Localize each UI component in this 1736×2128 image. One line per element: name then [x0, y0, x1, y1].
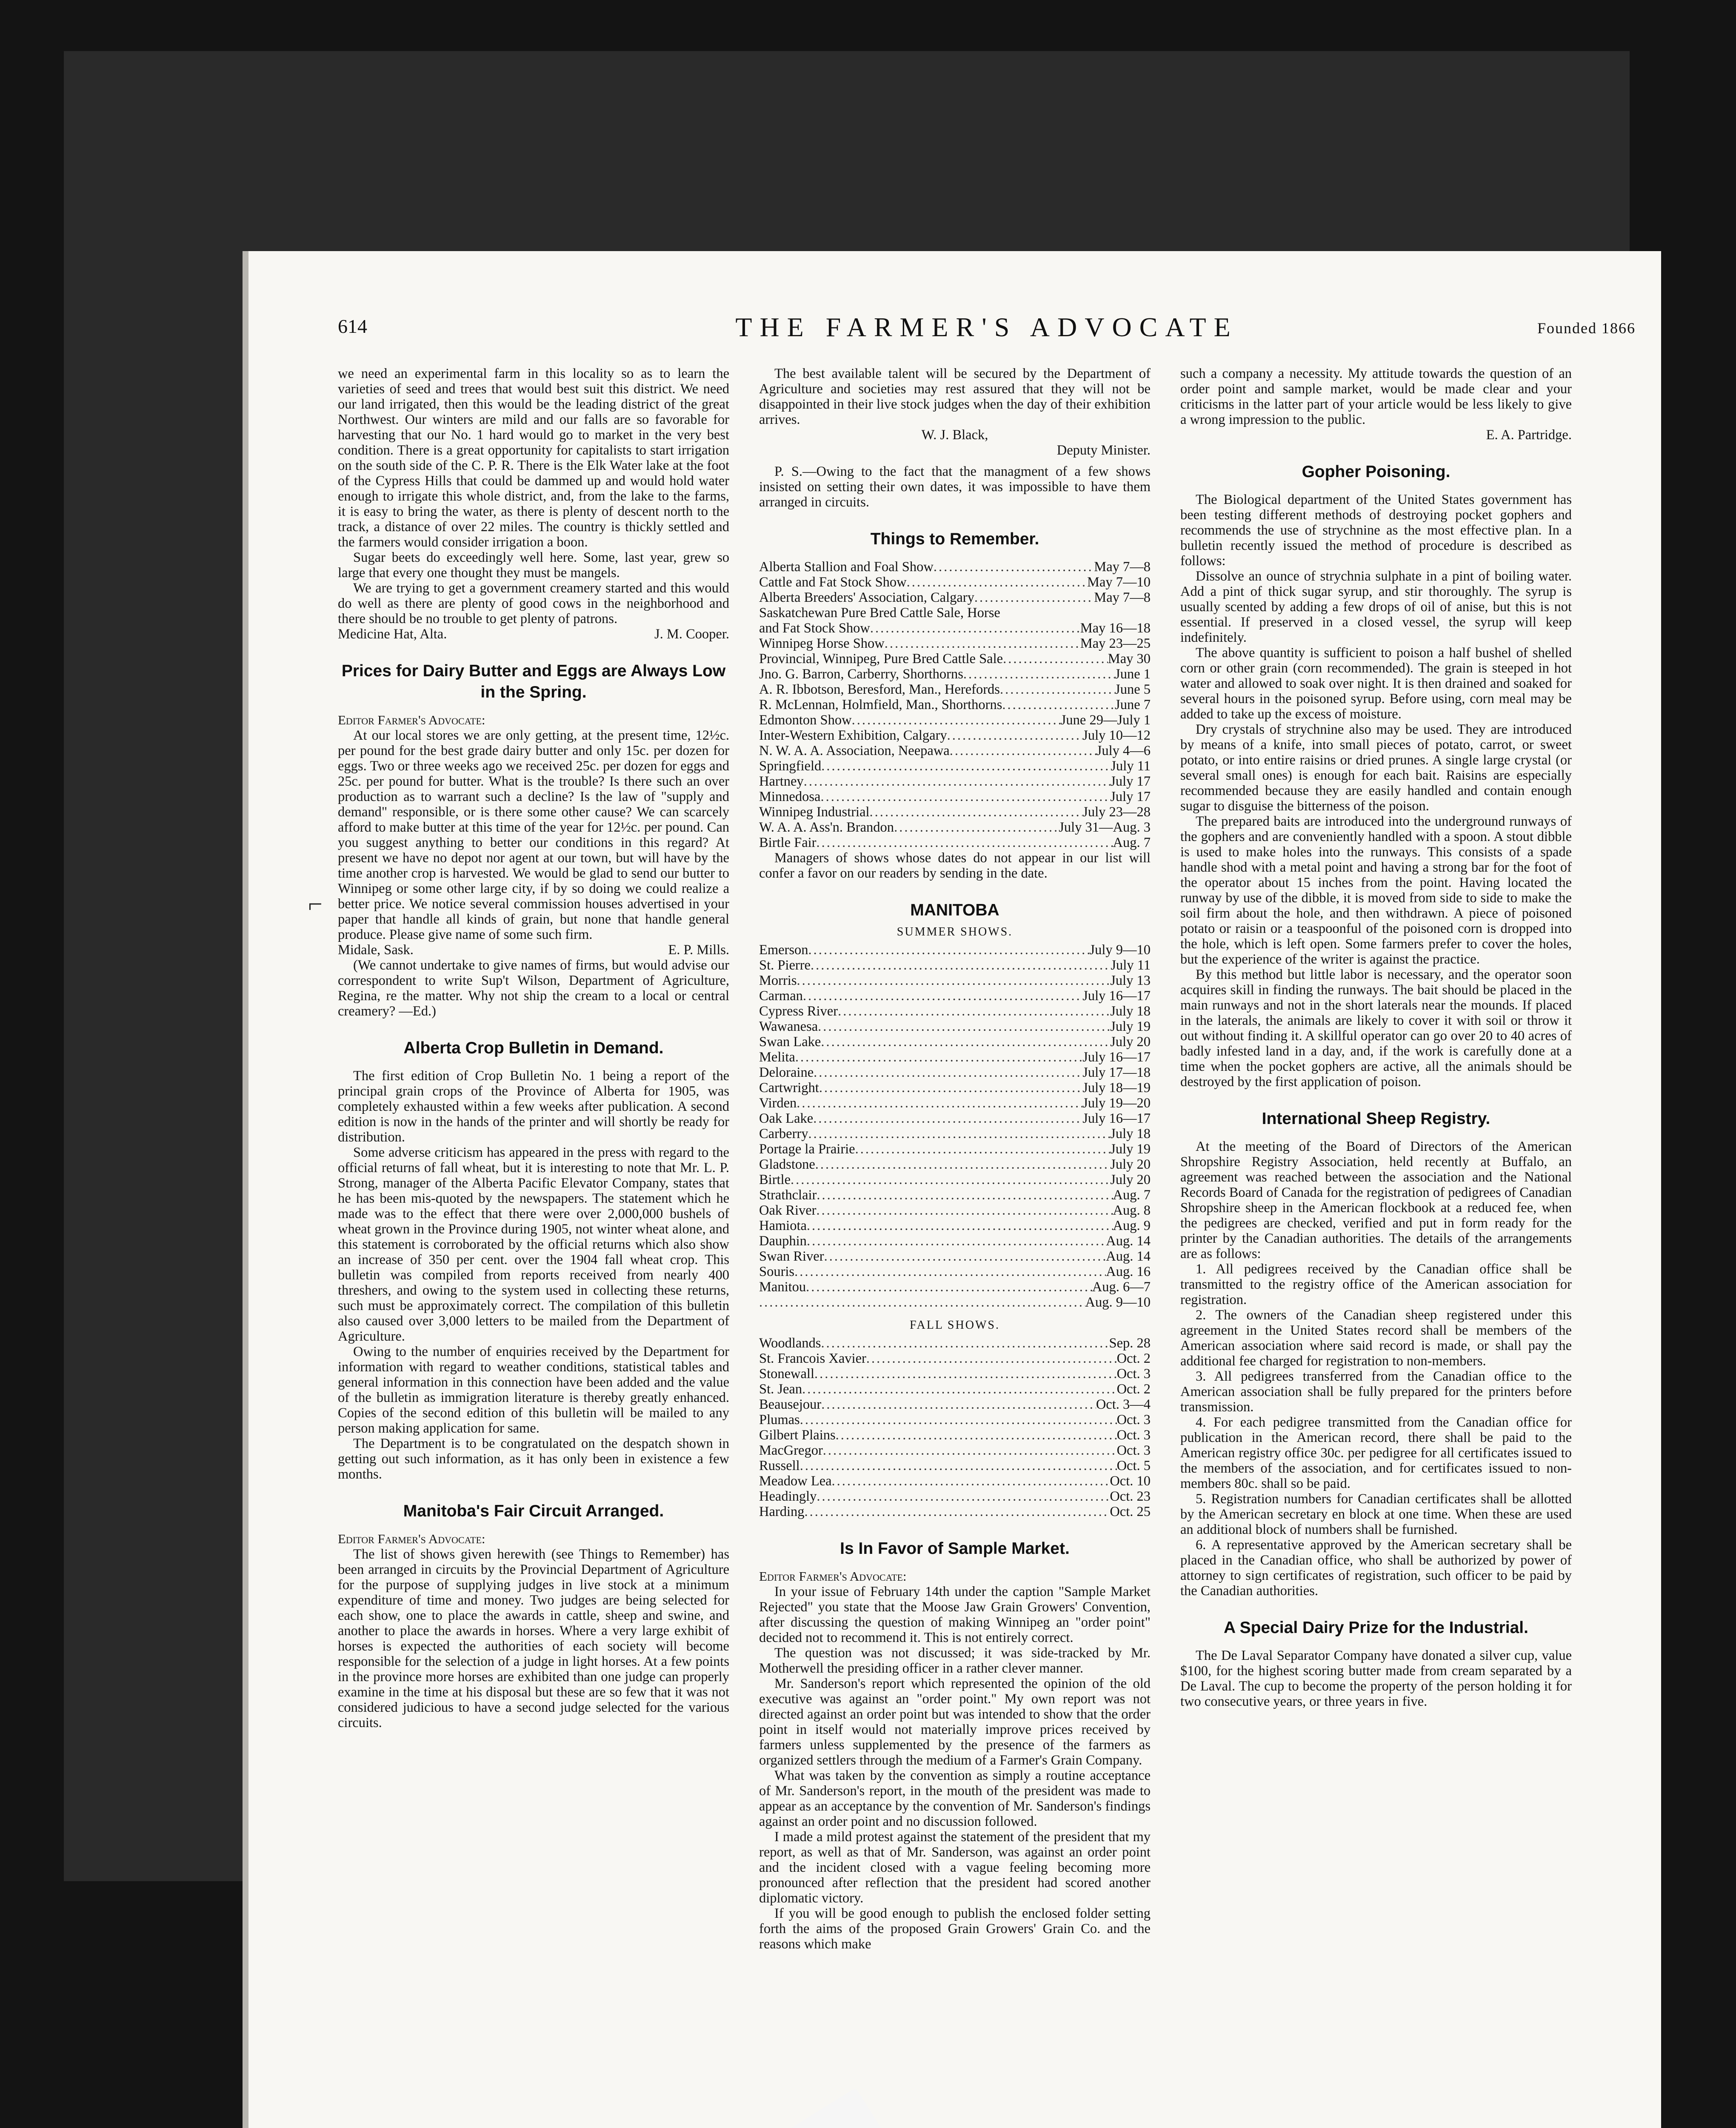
show-date: July 23—28 — [1082, 804, 1151, 820]
leader-dots — [824, 1249, 1106, 1264]
summer-show-row — [759, 988, 1151, 1004]
fall-show-row — [759, 1397, 1151, 1412]
show-date: July 18—19 — [1082, 1080, 1151, 1095]
leader-dots — [813, 1111, 1082, 1126]
leader-dots — [821, 1397, 1096, 1412]
show-date: May 30 — [1108, 651, 1151, 666]
show-date: May 7—8 — [1094, 590, 1151, 605]
event-row — [759, 651, 1151, 666]
show-name: A. R. Ibbotson, Beresford, Man., Herefords — [759, 682, 1000, 697]
leader-dots — [818, 1019, 1110, 1034]
show-name: W. A. A. Ass'n. Brandon — [759, 820, 894, 835]
leader-dots — [815, 1157, 1110, 1172]
leader-dots — [934, 559, 1094, 575]
summer-show-row — [759, 1233, 1151, 1249]
show-name: Gilbert Plains — [759, 1427, 836, 1443]
summer-show-row — [759, 1295, 1151, 1310]
show-date: May 23—25 — [1080, 636, 1151, 651]
article-paragraph: The Biological department of the United States government has been testing different methods of destroying pocket gophers and recommends the use of strychnine as the most effective plan. In a bulletin recently issued the method of procedure is described as follows: — [1180, 492, 1572, 569]
summer-show-row — [759, 1065, 1151, 1080]
article-paragraph: 6. A representative approved by the American secretary shall be placed in the Canadian office, who shall be authorized by power of attorney to sign certificates of registration, such officer to be paid by the Canadian authorities. — [1180, 1537, 1572, 1599]
show-date: May 7—8 — [1094, 559, 1151, 575]
fall-show-row — [759, 1504, 1151, 1519]
article-title-alberta: Alberta Crop Bulletin in Demand. — [403, 1039, 664, 1057]
fall-show-row — [759, 1443, 1151, 1458]
leader-dots — [947, 728, 1083, 743]
show-date: Aug. 16 — [1106, 1264, 1151, 1279]
show-date: July 20 — [1110, 1157, 1151, 1172]
section-title-manitoba: MANITOBA — [910, 901, 999, 919]
show-name: Inter-Western Exhibition, Calgary — [759, 728, 947, 743]
show-date: July 11 — [1111, 958, 1151, 973]
column-1 — [338, 366, 729, 1730]
event-row — [759, 789, 1151, 804]
leader-dots — [1002, 697, 1115, 712]
event-row — [759, 605, 1151, 621]
article-paragraph: Some adverse criticism has appeared in the press with regard to the official returns of fall wheat, but it is interesting to note that Mr. L. P. Strong, manager of the Alberta Pacific Elevator Company, states that he has been mis-quoted by the newspapers. The statement which he made was to the effect that there were over 2,000,000 bushels of wheat grown in the Province during 1905, not winter wheat alone, and this statement is corroborated by the official returns which also show an increase of 350 per cent. over the 1904 fall wheat crop. This bulletin was compiled from reports received from nearly 400 threshers, and owing to the system used in collecting these returns, such must be approximately correct. The compilation of this bulletin also caused over 3,000 letters to be mailed from the Department of Agriculture. — [338, 1145, 729, 1344]
event-row — [759, 636, 1151, 651]
show-date: Oct. 3 — [1116, 1427, 1151, 1443]
show-date: Oct. 3 — [1116, 1443, 1151, 1458]
show-date: July 18 — [1110, 1126, 1151, 1141]
show-name: Plumas — [759, 1412, 800, 1427]
show-name: Stonewall — [759, 1366, 814, 1381]
show-name: Birtle — [759, 1172, 791, 1187]
show-name: Beausejour — [759, 1397, 822, 1412]
leader-dots — [791, 1172, 1110, 1187]
leader-dots — [974, 590, 1094, 605]
leader-dots — [816, 1203, 1113, 1218]
leader-dots — [800, 1458, 1117, 1473]
letter-signature: E. P. Mills. — [668, 942, 729, 958]
article-paragraph: Dissolve an ounce of strychnia sulphate in a pint of boiling water. Add a pint of thick sugar syrup, and stir thoroughly. The syrup is usually scented by adding a few drops of oil of anise, but this is not essential. If preserved in a closed vessel, the syrup will keep indefinitely. — [1180, 569, 1572, 645]
fall-show-row — [759, 1366, 1151, 1381]
show-date: Aug. 14 — [1106, 1249, 1151, 1264]
show-date: July 20 — [1110, 1034, 1151, 1050]
article-title-sheep: International Sheep Registry. — [1262, 1110, 1490, 1128]
show-name: Headingly — [759, 1489, 817, 1504]
letter-signature: E. A. Partridge. — [1486, 427, 1572, 443]
article-paragraph: The above quantity is sufficient to poison a half bushel of shelled corn or other grain (corn recommended). The grain is steeped in hot water and allowed to soak over night. It is then drained and soaked for several hours in the poisoned syrup. Before using, corn meal may be added to take up the excess of moisture. — [1180, 645, 1572, 722]
leader-dots — [819, 1080, 1082, 1095]
summer-show-row — [759, 1080, 1151, 1095]
letter-paragraph: we need an experimental farm in this locality so as to learn the varieties of seed and trees that would best suit this district. We need our land irrigated, then this would be the leading district of the great Northwest. Our winters are mild and our falls are so favorable for harvesting that our No. 1 hard would go to market in the very best condition. There is a great opportunity for capitalists to start irrigation on the south side of the C. P. R. There is the Elk Water lake at the foot of the Cypress Hills that could be dammed up and would hold water enough to irrigate this whole district, and, from the lake to the farms, it is easy to bring the water, as there is plenty of descent north to the track, a distance of over 22 miles. The country is thickly settled and the farmers would consider irrigation a boon. — [338, 366, 729, 550]
fall-show-row — [759, 1427, 1151, 1443]
show-name: Souris — [759, 1264, 795, 1279]
article-title-dairy-prize: A Special Dairy Prize for the Industrial. — [1224, 1619, 1528, 1637]
leader-dots — [817, 1489, 1110, 1504]
show-name: Carman — [759, 988, 803, 1004]
leader-dots — [802, 1381, 1116, 1397]
leader-dots — [808, 1126, 1111, 1141]
things-note: Managers of shows whose dates do not appear in our list will confer a favor on our readers by sending in the date. — [759, 850, 1151, 881]
event-row — [759, 758, 1151, 774]
article-paragraph: such a company a necessity. My attitude towards the question of an order point and sample market, would be made clear and your criticisms in the latter part of your article would be less likely to give a wrong impression to the public. — [1180, 366, 1572, 427]
things-to-remember-list — [759, 559, 1151, 850]
show-date: July 17 — [1110, 774, 1151, 789]
leader-dots — [870, 804, 1083, 820]
article-paragraph: The best available talent will be secured by the Department of Agriculture and societies may rest assured that they will not be disappointed in their live stock judges when the day of their exhibition arrives. — [759, 366, 1151, 427]
show-date: June 29—July 1 — [1060, 712, 1151, 728]
event-row — [759, 774, 1151, 789]
leader-dots — [821, 1034, 1110, 1050]
show-name: Minnedosa — [759, 789, 821, 804]
show-name: Harding — [759, 1504, 805, 1519]
summer-show-row — [759, 1187, 1151, 1203]
leader-dots — [852, 712, 1061, 728]
article-paragraph: At the meeting of the Board of Directors of the American Shropshire Registry Association, held recently at Buffalo, an agreement was reached between the association and the National Records Board of Canada for the registration of pedigrees of Canadian Shropshire sheep in the American flockbook at a reduced fee, when the pedigrees are checked, verified and put in form ready for the printer by the Canadian authorities. The details of the arrangements are as follows: — [1180, 1139, 1572, 1261]
leader-dots — [807, 1233, 1106, 1249]
show-name: Saskatchewan Pure Bred Cattle Sale, Horse — [759, 605, 1000, 621]
show-name: Gladstone — [759, 1157, 815, 1172]
summer-show-row — [759, 1172, 1151, 1187]
column-2 — [759, 366, 1151, 1952]
article-paragraph: The list of shows given herewith (see Things to Remember) has been arranged in circuits by the Provincial Department of Agriculture for the purpose of supplying judges in live stock at a minimum expenditure of time and money. Two judges are being selected for each show, one to place the awards in cattle, sheep and swine, and another to place the awards in horses. Where a very large exhibit of horses is expected the authorities of each society will become responsible for the selection of a judge in light horses. At a few points in the province more horses are exhibited than one judge can properly examine in the time at his disposal but these are so few that it was not considered judicious to have a second judge selected for the various circuits. — [338, 1547, 729, 1730]
letter-signature-line — [338, 626, 729, 642]
event-row — [759, 835, 1151, 850]
leader-dots — [817, 1187, 1113, 1203]
event-row — [759, 804, 1151, 820]
show-date: Oct. 3 — [1116, 1412, 1151, 1427]
show-date: Aug. 7 — [1113, 1187, 1151, 1203]
leader-dots — [838, 1004, 1110, 1019]
summer-show-row — [759, 1218, 1151, 1233]
article-title-gopher: Gopher Poisoning. — [1302, 463, 1450, 481]
show-date: July 4—6 — [1096, 743, 1151, 758]
leader-dots — [811, 958, 1111, 973]
article-title-dairy: Prices for Dairy Butter and Eggs are Always Low in the Spring. — [341, 662, 726, 701]
fall-show-row — [759, 1351, 1151, 1366]
article-paragraph: 2. The owners of the Canadian sheep registered under this agreement in the United States record shall be members of the American association where said record is made, or shall pay the additional fee charged for registration to non-members. — [1180, 1307, 1572, 1369]
editor-salutation: Editor Farmer's Advocate: — [338, 712, 485, 727]
summer-show-row — [759, 1095, 1151, 1111]
leader-dots — [806, 1279, 1092, 1295]
margin-pencil-mark: ⌐ — [308, 890, 323, 918]
fall-shows-label: FALL SHOWS. — [910, 1319, 1000, 1332]
page-header — [338, 312, 1636, 353]
show-date: Oct. 2 — [1116, 1381, 1151, 1397]
fall-show-row — [759, 1381, 1151, 1397]
summer-show-row — [759, 1141, 1151, 1157]
event-row — [759, 559, 1151, 575]
leader-dots — [803, 988, 1082, 1004]
article-title-sample-market: Is In Favor of Sample Market. — [840, 1539, 1070, 1558]
show-date: Aug. 7 — [1113, 835, 1151, 850]
leader-dots — [836, 1427, 1117, 1443]
summer-show-row — [759, 958, 1151, 973]
leader-dots — [855, 1141, 1111, 1157]
leader-dots — [885, 636, 1080, 651]
show-name: MacGregor — [759, 1443, 823, 1458]
leader-dots — [950, 743, 1096, 758]
event-row — [759, 682, 1151, 697]
show-date: July 16—17 — [1082, 1111, 1151, 1126]
show-name: Winnipeg Horse Show — [759, 636, 885, 651]
fall-show-row — [759, 1473, 1151, 1489]
show-date: July 19 — [1110, 1141, 1151, 1157]
show-name: Deloraine — [759, 1065, 814, 1080]
show-date: July 16—17 — [1082, 988, 1151, 1004]
show-name: N. W. A. A. Association, Neepawa — [759, 743, 950, 758]
show-name: Woodlands — [759, 1336, 821, 1351]
leader-dots — [814, 1366, 1117, 1381]
show-date: July 17 — [1110, 789, 1151, 804]
article-paragraph: 4. For each pedigree transmitted from the Canadian office for publication in the American record, there shall be paid to the American registry office 30c. per pedigree for all certificates issued to the members of the association, and for certificates issued to non-members 80c. shall so be paid. — [1180, 1415, 1572, 1491]
show-name: Carberry — [759, 1126, 808, 1141]
show-name: Cypress River — [759, 1004, 838, 1019]
show-date: July 19 — [1110, 1019, 1151, 1034]
article-title-things: Things to Remember. — [870, 530, 1039, 548]
show-name: Springfield — [759, 758, 822, 774]
event-row — [759, 728, 1151, 743]
show-name: Manitou — [759, 1279, 806, 1295]
summer-show-row — [759, 1034, 1151, 1050]
show-name: R. McLennan, Holmfield, Man., Shorthorns — [759, 697, 1002, 712]
article-paragraph: 5. Registration numbers for Canadian certificates shall be allotted by the American secretary en block at one time. When these are used an additional block of numbers shall be furnished. — [1180, 1491, 1572, 1537]
show-date: Aug. 9 — [1113, 1218, 1151, 1233]
leader-dots — [821, 758, 1111, 774]
article-paragraph: In your issue of February 14th under the caption "Sample Market Rejected" you state that the Moose Jaw Grain Growers' Convention, after discussing the question of making Winnipeg an "order point" decided not to recommend it. This is not entirely correct. — [759, 1584, 1151, 1645]
summer-show-row — [759, 973, 1151, 988]
show-name: Emerson — [759, 942, 808, 958]
event-row — [759, 590, 1151, 605]
show-date: July 16—17 — [1082, 1050, 1151, 1065]
article-paragraph: Owing to the number of enquiries received by the Department for information with regard to weather conditions, statistical tables and general information in this connection have been added and the value of the bulletin as immigration literature is thereby greatly enhanced. Copies of the second edition of this bulletin will be mailed to any person making application for same. — [338, 1344, 729, 1436]
article-paragraph: The De Laval Separator Company have donated a silver cup, value $100, for the highest scoring butter made from cream separated by a De Laval. The cup to become the property of the person holding it for two consecutive years, or three years in five. — [1180, 1648, 1572, 1709]
show-date: Oct. 23 — [1110, 1489, 1151, 1504]
article-paragraph: 1. All pedigrees received by the Canadian office shall be transmitted to the registry office of the American association for registration. — [1180, 1261, 1572, 1307]
event-row — [759, 575, 1151, 590]
leader-dots — [805, 1504, 1110, 1519]
show-date: July 19—20 — [1082, 1095, 1151, 1111]
show-name: Birtle Fair — [759, 835, 817, 850]
fall-show-row — [759, 1458, 1151, 1473]
show-date: Oct. 25 — [1110, 1504, 1151, 1519]
show-date: Oct. 5 — [1116, 1458, 1151, 1473]
show-date: July 10—12 — [1082, 728, 1151, 743]
leader-dots — [870, 621, 1080, 636]
leader-dots — [821, 1336, 1109, 1351]
show-date: July 20 — [1110, 1172, 1151, 1187]
show-date: July 18 — [1110, 1004, 1151, 1019]
article-paragraph: Mr. Sanderson's report which represented the opinion of the old executive was against an "order point." My own report was not directed against an order point but was intended to show that the order point in itself would not materially improve prices received by farmers unless supplemented by the presence of the farmers as organized settlers through the medium of a Farmer's Grain Company. — [759, 1676, 1151, 1768]
show-name: Hamiota — [759, 1218, 807, 1233]
leader-dots — [808, 942, 1090, 958]
founded-label: Founded 1866 — [1537, 320, 1636, 337]
show-name: Portage la Prairie — [759, 1141, 855, 1157]
leader-dots — [907, 575, 1087, 590]
leader-dots — [804, 774, 1111, 789]
summer-show-row — [759, 1019, 1151, 1034]
event-row — [759, 820, 1151, 835]
summer-shows-label: SUMMER SHOWS. — [897, 925, 1013, 938]
leader-dots — [814, 1065, 1082, 1080]
show-name: Provincial, Winnipeg, Pure Bred Cattle Sale — [759, 651, 1003, 666]
leader-dots — [963, 666, 1115, 682]
show-date: May 16—18 — [1080, 621, 1151, 636]
show-name: Jno. G. Barron, Carberry, Shorthorns — [759, 666, 963, 682]
letter-signature: J. M. Cooper. — [654, 626, 729, 642]
leader-dots — [894, 820, 1059, 835]
event-row — [759, 712, 1151, 728]
show-name: Strathclair — [759, 1187, 817, 1203]
show-name: Dauphin — [759, 1233, 807, 1249]
fall-show-row — [759, 1412, 1151, 1427]
show-date: June 1 — [1115, 666, 1151, 682]
show-date: Oct. 2 — [1116, 1351, 1151, 1366]
show-name: Virden — [759, 1095, 797, 1111]
article-paragraph: What was taken by the convention as simply a routine acceptance of Mr. Sanderson's report, in the mouth of the president was made to appear as an acceptance by the convention of Mr. Sanderson's findings against an order point and no discussion followed. — [759, 1768, 1151, 1829]
leader-dots — [820, 789, 1110, 804]
show-date: May 7—10 — [1087, 575, 1151, 590]
article-title-circuit: Manitoba's Fair Circuit Arranged. — [403, 1502, 664, 1520]
show-date: July 31—Aug. 3 — [1059, 820, 1151, 835]
show-name: Russell — [759, 1458, 800, 1473]
event-row — [759, 666, 1151, 682]
summer-show-row — [759, 1004, 1151, 1019]
article-paragraph: The Department is to be congratulated on the despatch shown in getting out such information, as it has only been in existence a few months. — [338, 1436, 729, 1482]
summer-show-row — [759, 1050, 1151, 1065]
article-paragraph: The first edition of Crop Bulletin No. 1 being a report of the principal grain crops of the Province of Alberta for 1905, was completely exhausted within a few weeks after publication. A second edition is now in the hands of the printer and will shortly be ready for distribution. — [338, 1068, 729, 1145]
leader-dots — [1000, 682, 1115, 697]
article-paragraph: The prepared baits are introduced into the underground runways of the gophers and are conveniently handled with a spoon. A stout dibble is used to make holes into the runways. This consists of a spade handle shod with a metal point and having a strong bar for the foot of the operator about 15 inches from the point. Having located the runway by use of the dibble, it is moved from side to side to make the soil firm about the hole, and then withdrawn. A piece of poisoned potato or raisin or a teaspoonful of the poisoned corn is dropped into the hole, which is left open. Some farmers prefer to cover the holes, but the experience of the writer is against the practice. — [1180, 814, 1572, 967]
column-3 — [1180, 366, 1572, 1709]
show-name: St. Jean — [759, 1381, 802, 1397]
show-name: Cattle and Fat Stock Show — [759, 575, 907, 590]
editor-note: (We cannot undertake to give names of firms, but would advise our correspondent to write Sup't Wilson, Department of Agriculture, Regina, re the matter. Why not ship the cream to a local or central creamery? —Ed.) — [338, 958, 729, 1019]
show-name: Hartney — [759, 774, 804, 789]
show-name: Meadow Lea — [759, 1473, 832, 1489]
show-date: Aug. 6—7 — [1092, 1279, 1151, 1295]
summer-show-row — [759, 1157, 1151, 1172]
summer-show-row — [759, 942, 1151, 958]
editor-salutation: Editor Farmer's Advocate: — [338, 1531, 485, 1546]
show-name: Alberta Breeders' Association, Calgary — [759, 590, 974, 605]
article-paragraph: 3. All pedigrees transferred from the Canadian office to the American association shall be fully prepared for the printers before transmission. — [1180, 1369, 1572, 1415]
summer-show-row — [759, 1203, 1151, 1218]
leader-dots — [794, 1264, 1106, 1279]
page-number: 614 — [338, 315, 367, 337]
article-paragraph: The question was not discussed; it was side-tracked by Mr. Motherwell the presiding officer in a rather clever manner. — [759, 1645, 1151, 1676]
leader-dots — [1003, 651, 1108, 666]
letter-signature-line — [338, 942, 729, 958]
summer-shows-list — [759, 942, 1151, 1310]
article-paragraph: If you will be good enough to publish the enclosed folder setting forth the aims of the proposed Grain Growers' Grain Co. and the reasons which make — [759, 1906, 1151, 1952]
leader-dots — [807, 1218, 1113, 1233]
leader-dots — [795, 1050, 1082, 1065]
letter-paragraph: We are trying to get a government creamery started and this would do well as there are plenty of good cows in the neighborhood and there should be no trouble to get plenty of patrons. — [338, 581, 729, 626]
show-name: Cartwright — [759, 1080, 819, 1095]
event-row — [759, 743, 1151, 758]
event-row — [759, 621, 1151, 636]
leader-dots — [832, 1473, 1110, 1489]
show-name: Swan Lake — [759, 1034, 821, 1050]
leader-dots — [817, 835, 1113, 850]
show-date: July 11 — [1111, 758, 1151, 774]
show-name: St. Francois Xavier — [759, 1351, 866, 1366]
article-paragraph: Dry crystals of strychnine also may be used. They are introduced by means of a knife, into small pieces of potato, carrot, or sweet potato, or into entire raisins or dried prunes. A single large crystal (or several small ones) is enough for each bait. Raisins are especially recommended because they are easily handled and contain enough sugar to disguise the bitterness of the poison. — [1180, 722, 1572, 814]
show-date: Sep. 28 — [1109, 1336, 1151, 1351]
show-name: Winnipeg Industrial — [759, 804, 870, 820]
summer-show-row — [759, 1111, 1151, 1126]
leader-dots — [866, 1351, 1117, 1366]
show-date: July 17—18 — [1082, 1065, 1151, 1080]
show-name: Edmonton Show — [759, 712, 852, 728]
newspaper-page — [243, 251, 1661, 2128]
postscript: P. S.—Owing to the fact that the managment of a few shows insisted on setting their own dates, it was impossible to have them arranged in circuits. — [759, 464, 1151, 510]
show-date: Oct. 10 — [1110, 1473, 1151, 1489]
leader-dots — [823, 1443, 1117, 1458]
signature-title: Deputy Minister. — [1056, 443, 1151, 458]
letter-place: Medicine Hat, Alta. — [338, 626, 447, 642]
show-name: Oak River — [759, 1203, 817, 1218]
editor-salutation: Editor Farmer's Advocate: — [759, 1569, 907, 1584]
summer-show-row — [759, 1249, 1151, 1264]
show-name: St. Pierre — [759, 958, 811, 973]
event-row — [759, 697, 1151, 712]
leader-dots — [800, 1412, 1117, 1427]
show-date: June 7 — [1115, 697, 1151, 712]
summer-show-row — [759, 1126, 1151, 1141]
show-name: Alberta Stallion and Foal Show — [759, 559, 934, 575]
article-paragraph: At our local stores we are only getting, at the present time, 12½c. per pound for the best grade dairy butter and only 15c. per dozen for eggs. Two or three weeks ago we received 25c. per dozen for eggs and 25c. per pound for butter. What is the trouble? Is there such an over production as to warrant such a decline? Is the law of "supply and demand" responsible, or is there some other cause? We can scarcely afford to make butter at this time of the year for 12½c. per pound. Can you suggest anything to better our conditions in this regard? At present we have no depot nor agent at our town, but will have by the time another crop is harvested. We would be glad to send our butter to Winnipeg or some other large city, if by so doing we could realize a better price. We notice several commission houses advertised in your paper that handle all kinds of grain, but none that handle general produce. Please give name of some such firm. — [338, 728, 729, 942]
letter-paragraph: Sugar beets do exceedingly well here. Some, last year, grew so large that every one thought they must be mangels. — [338, 550, 729, 581]
leader-dots — [759, 1295, 1085, 1310]
show-date: July 13 — [1110, 973, 1151, 988]
show-name: Melita — [759, 1050, 795, 1065]
fall-shows-list — [759, 1336, 1151, 1519]
show-date: Aug. 9—10 — [1085, 1295, 1151, 1310]
summer-show-row — [759, 1279, 1151, 1295]
summer-show-row — [759, 1264, 1151, 1279]
leader-dots — [797, 973, 1110, 988]
fall-show-row — [759, 1489, 1151, 1504]
show-name: and Fat Stock Show — [759, 621, 870, 636]
show-name: Wawanesa — [759, 1019, 818, 1034]
leader-dots — [797, 1095, 1082, 1111]
letter-place: Midale, Sask. — [338, 942, 414, 958]
fall-show-row — [759, 1336, 1151, 1351]
letter-signature: W. J. Black, — [921, 427, 988, 443]
show-date: Aug. 14 — [1106, 1233, 1151, 1249]
show-date: June 5 — [1115, 682, 1151, 697]
show-date: July 9—10 — [1089, 942, 1151, 958]
article-paragraph: I made a mild protest against the statement of the president that my report, as well as that of Mr. Sanderson, was against an order point and the incident closed with a vague feeling becoming more pronounced after reflection that the president had scored another diplomatic victory. — [759, 1829, 1151, 1906]
show-date: Oct. 3 — [1116, 1366, 1151, 1381]
show-date: Oct. 3—4 — [1096, 1397, 1151, 1412]
show-date: Aug. 8 — [1113, 1203, 1151, 1218]
show-name: Swan River — [759, 1249, 824, 1264]
running-title: THE FARMER'S ADVOCATE — [735, 312, 1238, 342]
article-paragraph: By this method but little labor is necessary, and the operator soon acquires skill in finding the runways. The bait should be placed in the main runways and not in the short laterals near the mounds. If placed in the laterals, the animals are likely to cover it with soil or throw it out without finding it. A skillful operator can go over 20 to 40 acres of badly infested land in a day, and, if the work is carefully done at a time when the pocket gophers are active, all the animals should be destroyed by the first application of poison. — [1180, 967, 1572, 1090]
show-name: Oak Lake — [759, 1111, 814, 1126]
show-name: Morris — [759, 973, 797, 988]
